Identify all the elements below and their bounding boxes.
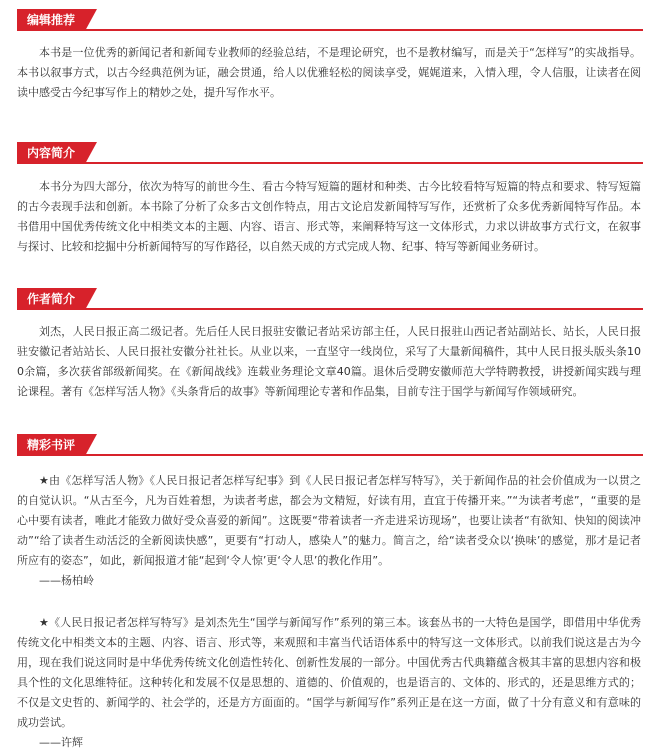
review-text: ★由《怎样写活人物》《人民日报记者怎样写纪事》到《人民日报记者怎样写特写》，关于新闻作品的社会价值成为一以贯之的自觉认识。“从古至今，凡为百姓着想，为读者考虑，都会为文精短，好读有用，直宜于传播开来。”“为读者考虑”，“重要的是心中要有读者，唯此才能致力做好受众喜爱的新闻”。这既要“带着读者一齐走进采访现场”，也要让读者“有欲知、快知的阅读冲动”“给了读者生动活泛的全新阅读快感”，更要有“打动人，感染人”的魅力。简言之，给“读者受众以‘换味’的感觉，那才是记者所应有的姿态”，如此，新闻报道才能“起到‘令人惊’更‘令人思’的教化作用”。	[17, 474, 641, 567]
editor-recommendation-text: 本书是一位优秀的新闻记者和新闻专业教师的经验总结，不是理论研究，也不是教材编写，而是关于“怎样写”的实战指导。本书以叙事方式，以古今经典范例为证，融会贯通，给人以优雅轻松的阅读享受，娓娓道来，入情入理，令人信服，让读者在阅读中感受古今纪事写作上的精妙之处，提升写作水平。	[17, 46, 641, 99]
review-text: ★《人民日报记者怎样写特写》是刘杰先生“国学与新闻写作”系列的第三本。该套丛书的一大特色是国学，即借用中华优秀传统文化中相类文本的主题、内容、语言、形式等，来观照和丰富当代话语体系中的特写这一文体形式。以前我们说这是古为今用，现在我们说这同时是中华优秀传统文化创造性转化、创新性发展的一部分。中国优秀古代典籍蕴含极其丰富的思想内容和极具个性的文化思维特征。这种转化和发展不仅是思想的、道德的、价值观的，也是语言的、文体的、形式的，还是思维方式的；不仅是文史哲的、新闻学的、社会学的，还是方方面面的。“国学与新闻写作”系列正是在这一方面，做了十分有意义和有意味的成功尝试。	[17, 616, 641, 729]
section-reviews	[0, 434, 657, 753]
section-editor-recommendation	[0, 9, 657, 103]
review-signature: ——杨柏岭	[39, 574, 94, 587]
section-header	[0, 288, 657, 310]
section-divider	[17, 308, 643, 310]
section-divider	[17, 29, 643, 31]
section-author-intro	[0, 288, 657, 402]
section-divider	[17, 162, 643, 164]
author-intro-text: 刘杰，人民日报正高二级记者。先后任人民日报驻安徽记者站采访部主任，人民日报驻山西记者站副站长、站长，人民日报驻安徽记者站站长、人民日报社安徽分社社长。从业以来，一直坚守一线岗位，采写了大量新闻稿件，其中人民日报头版头条100余篇，多次获省部级新闻奖。在《新闻战线》连载业务理论文章40篇。退休后受聘安徽师范大学特聘教授，讲授新闻实践与理论课程。著有《怎样写活人物》《头条背后的故事》等新闻理论专著和作品集，目前专注于国学与新闻写作领域研究。	[17, 325, 641, 398]
section-title-tab: 作者简介	[17, 288, 85, 310]
section-title-tab: 内容简介	[17, 142, 85, 164]
section-header	[0, 9, 657, 31]
section-header	[0, 142, 657, 164]
review-signature: ——许辉	[39, 736, 83, 749]
content-intro-text: 本书分为四大部分，依次为特写的前世今生、看古今特写短篇的题材和种类、古今比较看特写短篇的特点和要求、特写短篇的古今表现手法和创新。本书除了分析了众多古文创作特点，用古文论启发新闻特写写作，还赏析了众多优秀新闻特写作品。本书借用中国优秀传统文化中相类文本的主题、内容、语言、形式等，来阐释特写这一文体形式，力求以讲故事方式行文，在叙事与探讨、比较和挖掘中分析新闻特写的写作路径，以自然天成的方式完成人物、纪事、特写等新闻业务研讨。	[17, 180, 641, 253]
section-content-intro	[0, 142, 657, 257]
section-divider	[17, 454, 643, 456]
section-header	[0, 434, 657, 456]
section-title-tab: 编辑推荐	[17, 9, 85, 31]
section-title-tab: 精彩书评	[17, 434, 85, 456]
